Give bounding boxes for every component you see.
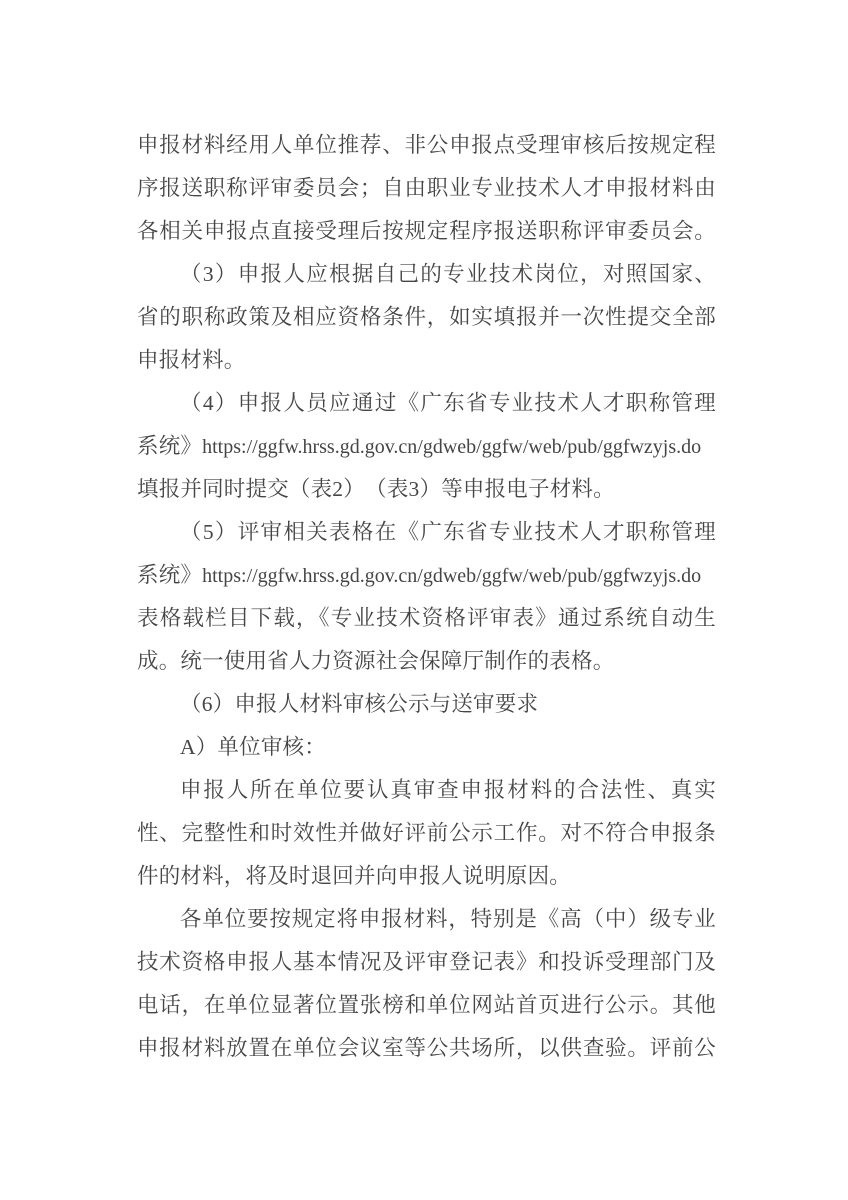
line-text: 省的职称政策及相应资格条件，如实填报并一次性提交全部 <box>137 305 716 329</box>
line-text: （4）申报人员应通过《广东省专业技术人才职称管理 <box>180 391 716 415</box>
text-line <box>137 124 716 167</box>
text-line <box>137 984 716 1027</box>
line-text: 系统》 <box>137 563 203 587</box>
text-line <box>137 339 716 382</box>
line-text: 申报人所在单位要认真审查申报材料的合法性、真实 <box>180 778 716 802</box>
text-line <box>137 382 716 425</box>
text-line <box>137 898 716 941</box>
line-text: 各单位要按规定将申报材料，特别是《高（中）级专业 <box>180 907 716 931</box>
url-text: https://ggfw.hrss.gd.gov.cn/gdweb/ggfw/web/pub/ggfwzyjs.do <box>202 436 702 458</box>
line-text: 申报材料。 <box>137 348 246 372</box>
line-text: 电话，在单位显著位置张榜和单位网站首页进行公示。其他 <box>137 993 716 1017</box>
line-text: 申报材料经用人单位推荐、非公申报点受理审核后按规定程 <box>137 133 716 157</box>
text-line <box>137 1027 716 1070</box>
text-line <box>137 812 716 855</box>
text-line <box>137 210 716 253</box>
text-line <box>137 253 716 296</box>
text-line <box>137 726 716 769</box>
text-line <box>137 597 716 640</box>
line-text: 性、完整性和时效性并做好评前公示工作。对不符合申报条 <box>137 821 716 845</box>
line-text: 序报送职称评审委员会；自由职业专业技术人才申报材料由 <box>137 176 716 200</box>
text-line <box>137 855 716 898</box>
line-text: （5）评审相关表格在《广东省专业技术人才职称管理 <box>180 520 716 544</box>
line-text: 成。统一使用省人力资源社会保障厅制作的表格。 <box>137 649 615 673</box>
text-line <box>137 167 716 210</box>
line-text: 件的材料，将及时退回并向申报人说明原因。 <box>137 864 572 888</box>
line-text: 系统》 <box>137 434 203 458</box>
line-text: 表格载栏目下载，《专业技术资格评审表》通过系统自动生 <box>137 606 716 630</box>
line-text: （3）申报人应根据自己的专业技术岗位，对照国家、 <box>180 262 716 286</box>
line-text: 各相关申报点直接受理后按规定程序报送职称评审委员会。 <box>137 219 716 243</box>
text-line <box>137 769 716 812</box>
url-text: https://ggfw.hrss.gd.gov.cn/gdweb/ggfw/web/pub/ggfwzyjs.do <box>202 565 702 587</box>
line-text: 技术资格申报人基本情况及评审登记表》和投诉受理部门及 <box>137 950 716 974</box>
line-text: （6）申报人材料审核公示与送审要求 <box>180 692 539 716</box>
line-text: A）单位审核： <box>180 735 326 759</box>
text-line <box>137 511 716 554</box>
text-line <box>137 554 716 597</box>
text-line <box>137 425 716 468</box>
line-text: 申报材料放置在单位会议室等公共场所，以供查验。评前公 <box>137 1036 716 1060</box>
text-line <box>137 941 716 984</box>
document-text-block <box>137 124 716 1070</box>
text-line <box>137 296 716 339</box>
text-line <box>137 468 716 511</box>
text-line <box>137 640 716 683</box>
line-text: 填报并同时提交（表2） （表3）等申报电子材料。 <box>137 477 615 501</box>
text-line <box>137 683 716 726</box>
